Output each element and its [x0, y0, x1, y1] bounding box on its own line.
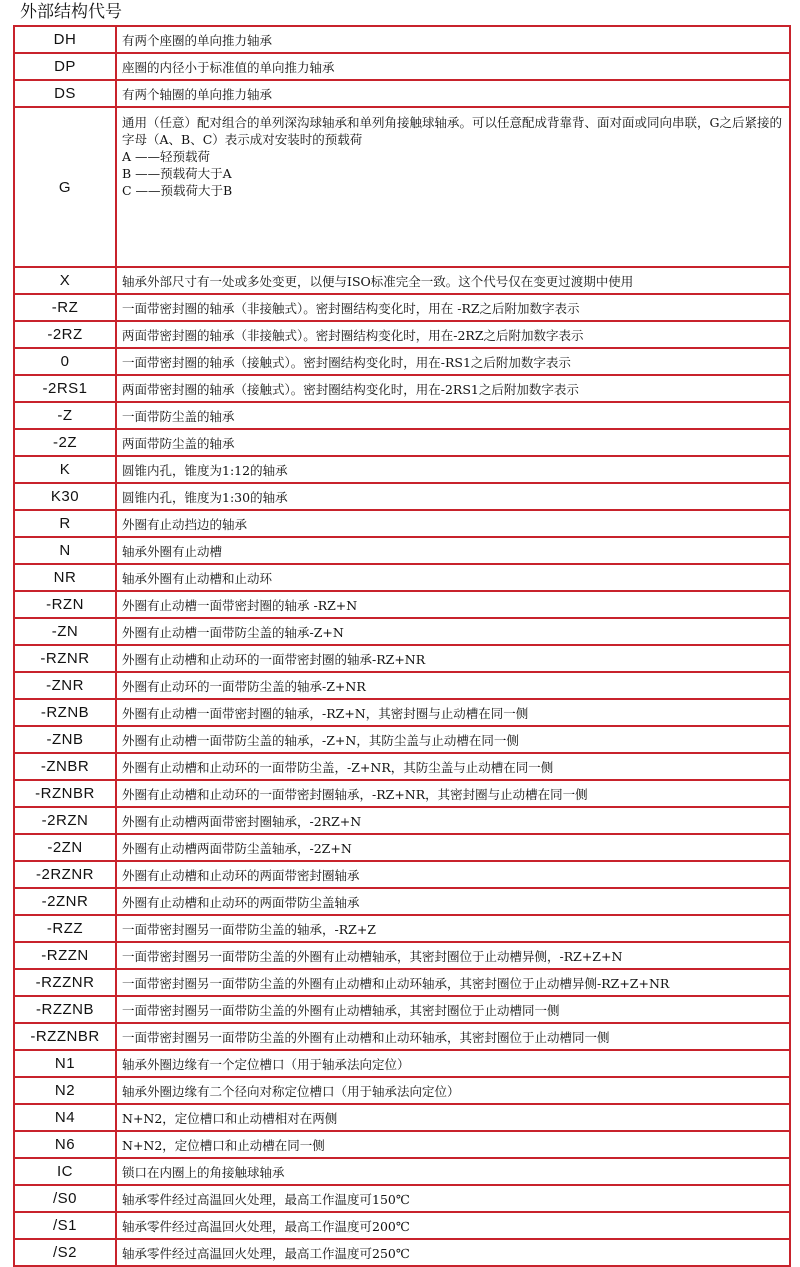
code-cell: K — [14, 456, 116, 483]
description-cell: 一面带密封圈另一面带防尘盖的轴承，-RZ+Z — [116, 915, 790, 942]
code-cell: N4 — [14, 1104, 116, 1131]
table-row — [14, 267, 790, 294]
code-cell: IC — [14, 1158, 116, 1185]
code-cell: -RZN — [14, 591, 116, 618]
description-cell: 锁口在内圈上的角接触球轴承 — [116, 1158, 790, 1185]
table-row — [14, 915, 790, 942]
code-cell: -ZNB — [14, 726, 116, 753]
table-row — [14, 456, 790, 483]
table-row — [14, 321, 790, 348]
table-row — [14, 1185, 790, 1212]
table-row — [14, 1131, 790, 1158]
code-cell: NR — [14, 564, 116, 591]
code-cell: -RZ — [14, 294, 116, 321]
table-row — [14, 726, 790, 753]
description-cell: 外圈有止动槽一面带防尘盖的轴承，-Z+N，其防尘盖与止动槽在同一侧 — [116, 726, 790, 753]
table-row — [14, 807, 790, 834]
description-cell: 外圈有止动槽和止动环的一面带防尘盖，-Z+NR，其防尘盖与止动槽在同一侧 — [116, 753, 790, 780]
code-cell: -Z — [14, 402, 116, 429]
code-cell: -RZZNBR — [14, 1023, 116, 1050]
code-cell: N6 — [14, 1131, 116, 1158]
description-cell — [116, 107, 790, 267]
description-cell: 外圈有止动环的一面带防尘盖的轴承-Z+NR — [116, 672, 790, 699]
table-row — [14, 1158, 790, 1185]
table-row — [14, 1077, 790, 1104]
description-cell: 有两个座圈的单向推力轴承 — [116, 26, 790, 53]
description-cell: 圆锥内孔，锥度为1:12的轴承 — [116, 456, 790, 483]
table-row — [14, 402, 790, 429]
code-cell: N — [14, 537, 116, 564]
table-row — [14, 537, 790, 564]
code-cell: N2 — [14, 1077, 116, 1104]
description-cell: 轴承零件经过高温回火处理，最高工作温度可200℃ — [116, 1212, 790, 1239]
code-table — [13, 25, 791, 1267]
description-cell: 座圈的内径小于标准值的单向推力轴承 — [116, 53, 790, 80]
description-cell: 外圈有止动槽两面带密封圈轴承，-2RZ+N — [116, 807, 790, 834]
code-cell: 0 — [14, 348, 116, 375]
code-cell: -2RS1 — [14, 375, 116, 402]
code-cell: R — [14, 510, 116, 537]
table-row — [14, 780, 790, 807]
code-cell: -RZZNR — [14, 969, 116, 996]
table-row — [14, 53, 790, 80]
description-cell: 圆锥内孔，锥度为1:30的轴承 — [116, 483, 790, 510]
description-cell: 轴承外圈边缘有二个径向对称定位槽口（用于轴承法向定位） — [116, 1077, 790, 1104]
table-row — [14, 375, 790, 402]
description-cell: 外圈有止动槽一面带防尘盖的轴承-Z+N — [116, 618, 790, 645]
description-cell: 外圈有止动挡边的轴承 — [116, 510, 790, 537]
code-cell: G — [14, 107, 116, 267]
code-cell: -2ZN — [14, 834, 116, 861]
description-cell: 轴承零件经过高温回火处理，最高工作温度可250℃ — [116, 1239, 790, 1266]
description-cell: 轴承外圈边缘有一个定位槽口（用于轴承法向定位） — [116, 1050, 790, 1077]
description-cell: N+N2，定位槽口和止动槽在同一侧 — [116, 1131, 790, 1158]
code-cell: /S2 — [14, 1239, 116, 1266]
code-cell: -ZNR — [14, 672, 116, 699]
code-cell: DS — [14, 80, 116, 107]
table-row — [14, 591, 790, 618]
table-row — [14, 834, 790, 861]
description-cell: 两面带密封圈的轴承（接触式）。密封圈结构变化时，用在-2RS1之后附加数字表示 — [116, 375, 790, 402]
code-cell: -2RZ — [14, 321, 116, 348]
code-cell: -RZNB — [14, 699, 116, 726]
description-cell: 轴承外圈有止动槽和止动环 — [116, 564, 790, 591]
description-cell: 轴承外部尺寸有一处或多处变更，以便与ISO标准完全一致。这个代号仅在变更过渡期中使用 — [116, 267, 790, 294]
description-cell: 有两个轴圈的单向推力轴承 — [116, 80, 790, 107]
description-cell: 一面带密封圈另一面带防尘盖的外圈有止动槽和止动环轴承，其密封圈位于止动槽同一侧 — [116, 1023, 790, 1050]
description-line: C ——预载荷大于B — [122, 183, 233, 198]
description-cell: 外圈有止动槽一面带密封圈的轴承 -RZ+N — [116, 591, 790, 618]
code-cell: /S1 — [14, 1212, 116, 1239]
code-cell: -RZZ — [14, 915, 116, 942]
table-row — [14, 672, 790, 699]
table-row — [14, 294, 790, 321]
description-cell: 外圈有止动槽两面带防尘盖轴承，-2Z+N — [116, 834, 790, 861]
table-row — [14, 1050, 790, 1077]
description-cell: 一面带密封圈的轴承（接触式）。密封圈结构变化时，用在-RS1之后附加数字表示 — [116, 348, 790, 375]
code-cell: -2RZN — [14, 807, 116, 834]
description-line: B ——预载荷大于A — [122, 166, 232, 181]
code-cell: K30 — [14, 483, 116, 510]
table-row — [14, 861, 790, 888]
table-row — [14, 483, 790, 510]
table-row — [14, 699, 790, 726]
description-cell: 一面带密封圈的轴承（非接触式）。密封圈结构变化时，用在 -RZ之后附加数字表示 — [116, 294, 790, 321]
code-cell: -RZNR — [14, 645, 116, 672]
table-row — [14, 1104, 790, 1131]
table-row — [14, 429, 790, 456]
table-row — [14, 969, 790, 996]
description-cell: 外圈有止动槽和止动环的两面带防尘盖轴承 — [116, 888, 790, 915]
description-cell: 外圈有止动槽一面带密封圈的轴承，-RZ+N，其密封圈与止动槽在同一侧 — [116, 699, 790, 726]
table-row — [14, 1212, 790, 1239]
table-row — [14, 564, 790, 591]
page-title: 外部结构代号 — [20, 2, 122, 22]
description-cell: 轴承零件经过高温回火处理，最高工作温度可150℃ — [116, 1185, 790, 1212]
description-line: 通用（任意）配对组合的单列深沟球轴承和单列角接触球轴承。可以任意配成背靠背、面对面或同向串联，G之后紧接的字母（A、B、C）表示成对安装时的预载荷 — [122, 115, 782, 147]
description-cell: 一面带密封圈另一面带防尘盖的外圈有止动槽和止动环轴承，其密封圈位于止动槽异侧-RZ+Z+NR — [116, 969, 790, 996]
code-cell: /S0 — [14, 1185, 116, 1212]
table-row — [14, 618, 790, 645]
code-cell: -ZN — [14, 618, 116, 645]
description-cell: 外圈有止动槽和止动环的两面带密封圈轴承 — [116, 861, 790, 888]
code-cell: DH — [14, 26, 116, 53]
code-cell: X — [14, 267, 116, 294]
code-cell: -RZNBR — [14, 780, 116, 807]
code-cell: -2ZNR — [14, 888, 116, 915]
table-row — [14, 1023, 790, 1050]
code-table-body — [14, 26, 790, 1266]
table-row — [14, 996, 790, 1023]
description-cell: 两面带防尘盖的轴承 — [116, 429, 790, 456]
table-row — [14, 107, 790, 267]
description-cell: 一面带密封圈另一面带防尘盖的外圈有止动槽轴承，其密封圈位于止动槽同一侧 — [116, 996, 790, 1023]
code-cell: N1 — [14, 1050, 116, 1077]
table-row — [14, 510, 790, 537]
table-row — [14, 753, 790, 780]
code-cell: -RZZN — [14, 942, 116, 969]
code-cell: -2Z — [14, 429, 116, 456]
description-cell: N+N2，定位槽口和止动槽相对在两侧 — [116, 1104, 790, 1131]
description-cell: 两面带密封圈的轴承（非接触式）。密封圈结构变化时，用在-2RZ之后附加数字表示 — [116, 321, 790, 348]
code-cell: -RZZNB — [14, 996, 116, 1023]
description-cell: 轴承外圈有止动槽 — [116, 537, 790, 564]
description-cell: 外圈有止动槽和止动环的一面带密封圈轴承，-RZ+NR，其密封圈与止动槽在同一侧 — [116, 780, 790, 807]
code-cell: -2RZNR — [14, 861, 116, 888]
code-cell: -ZNBR — [14, 753, 116, 780]
table-row — [14, 942, 790, 969]
table-row — [14, 348, 790, 375]
table-row — [14, 888, 790, 915]
description-cell: 一面带密封圈另一面带防尘盖的外圈有止动槽轴承，其密封圈位于止动槽异侧，-RZ+Z+N — [116, 942, 790, 969]
table-row — [14, 26, 790, 53]
description-cell: 一面带防尘盖的轴承 — [116, 402, 790, 429]
table-row — [14, 1239, 790, 1266]
table-row — [14, 645, 790, 672]
table-row — [14, 80, 790, 107]
description-cell: 外圈有止动槽和止动环的一面带密封圈的轴承-RZ+NR — [116, 645, 790, 672]
description-line: A ——轻预载荷 — [122, 149, 211, 164]
code-cell: DP — [14, 53, 116, 80]
